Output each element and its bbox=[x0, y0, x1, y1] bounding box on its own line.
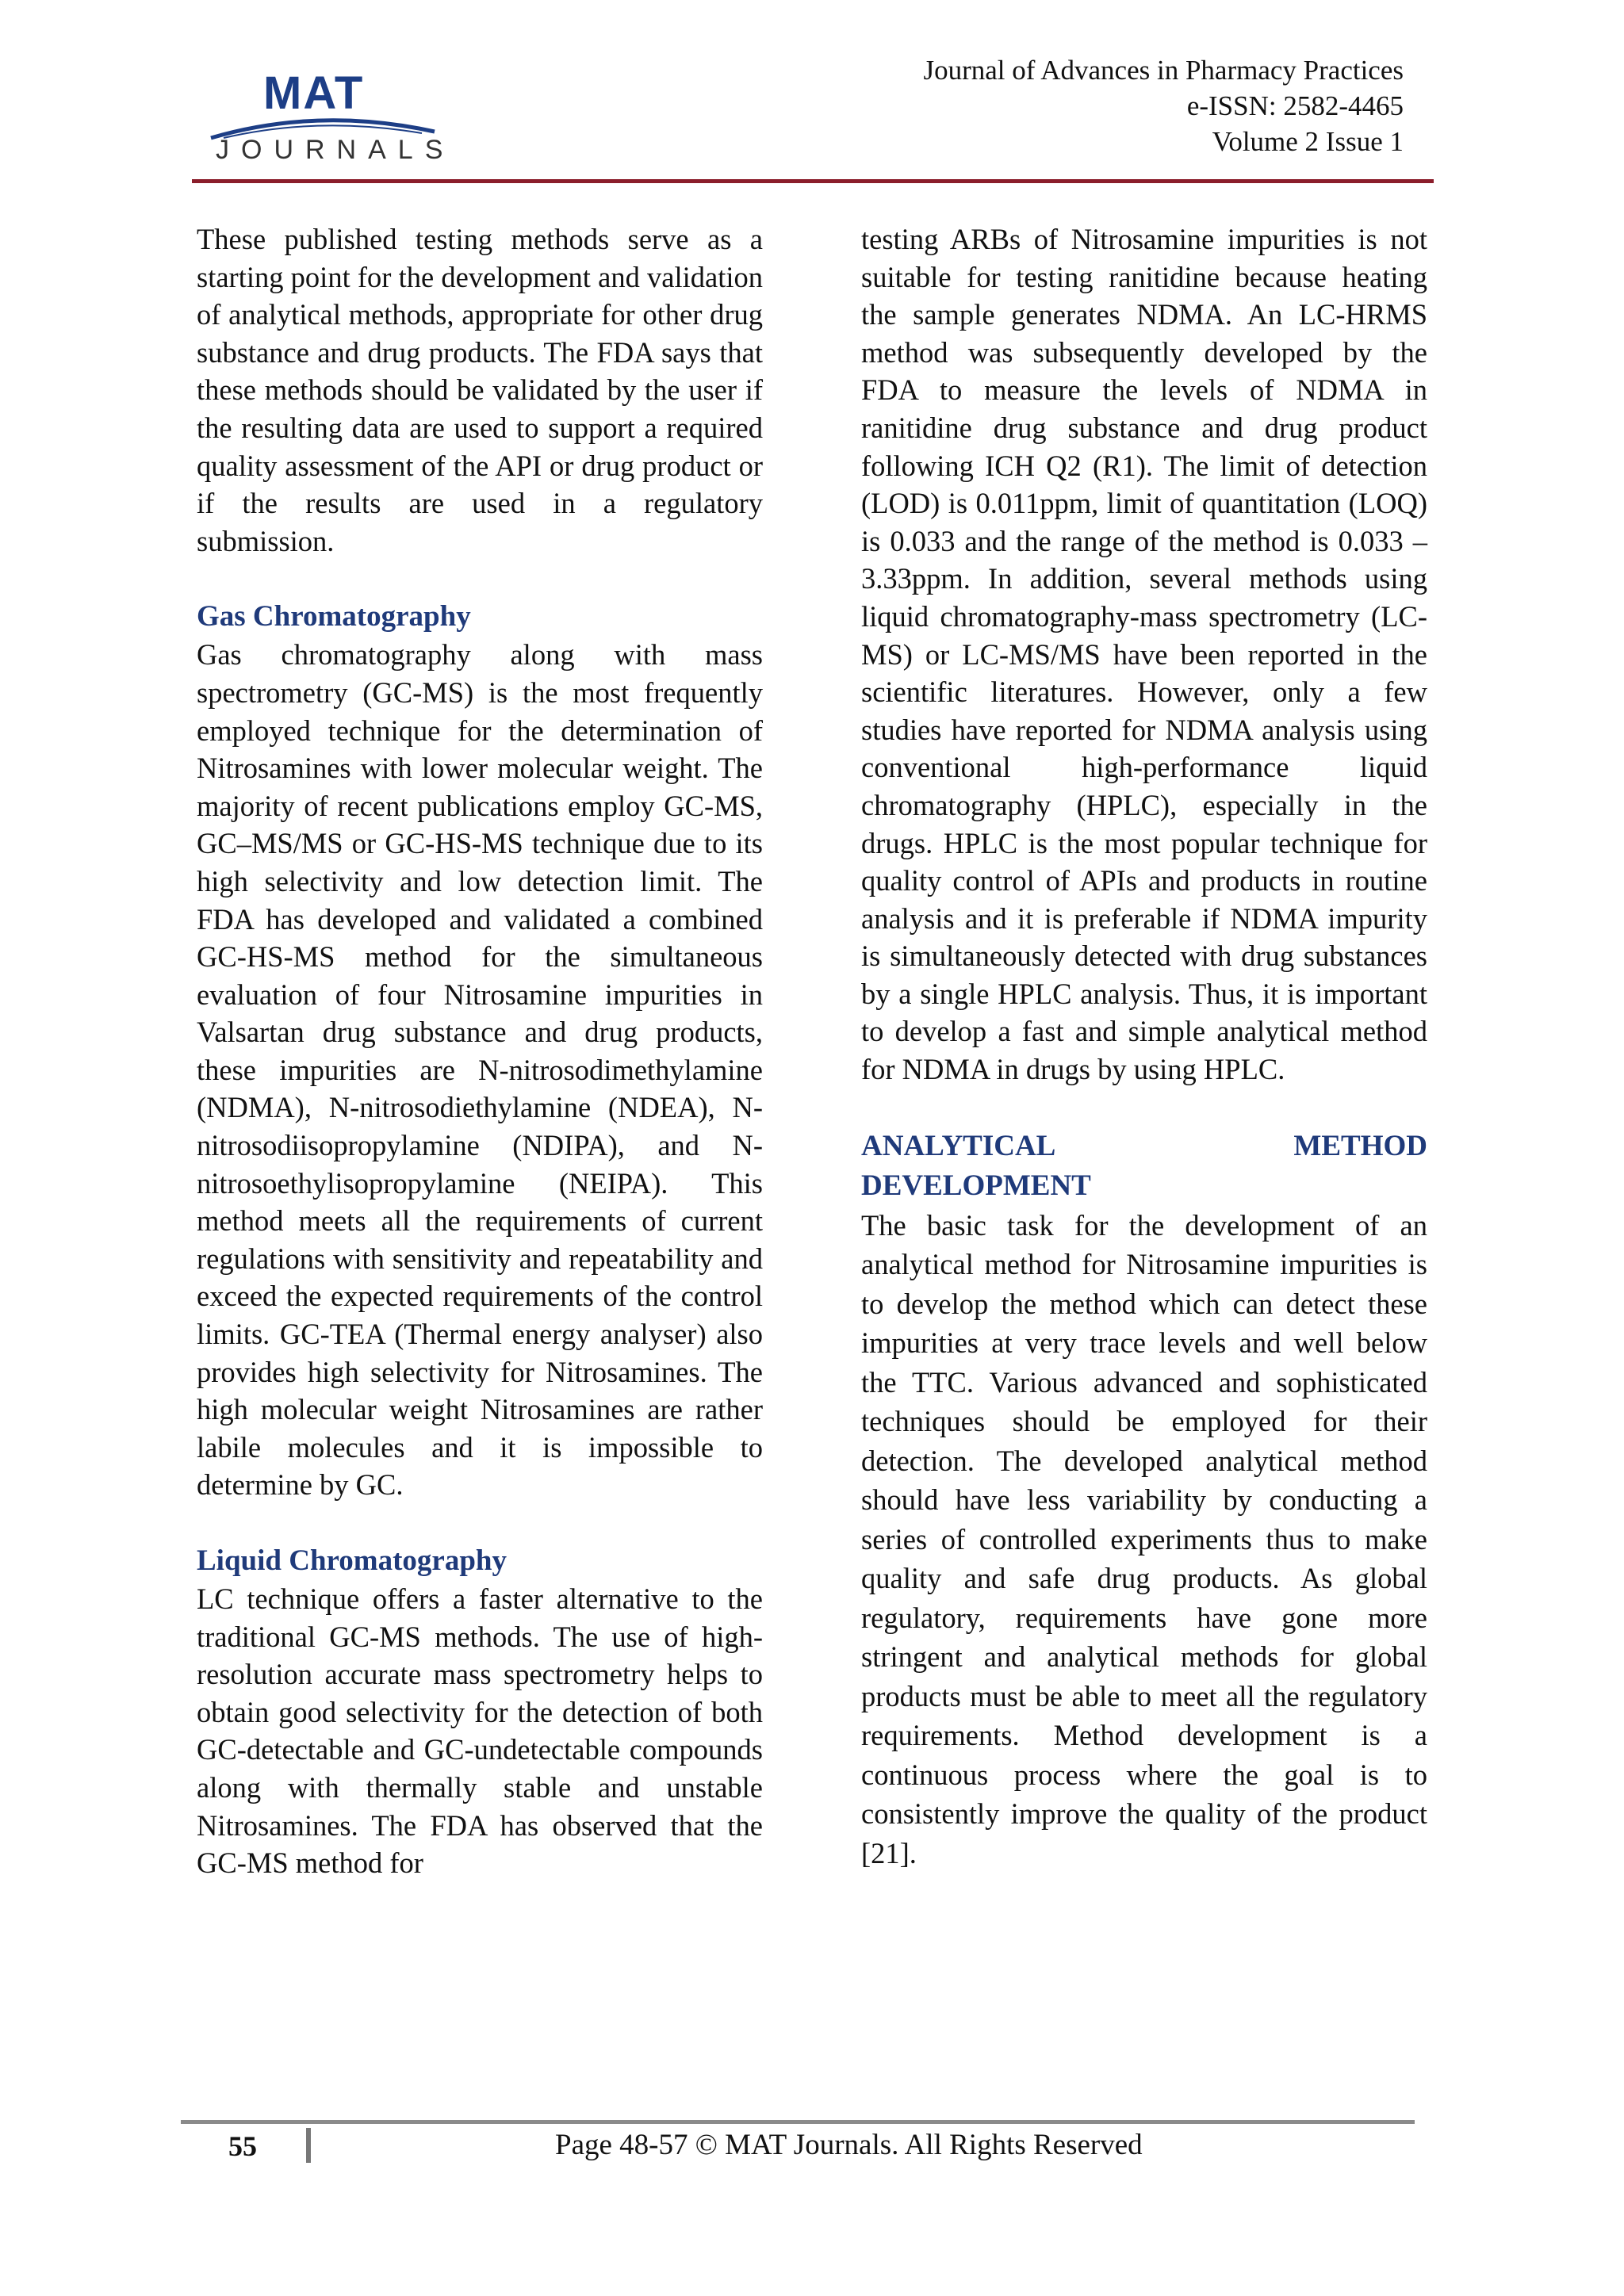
heading-analytical-method-development: ANALYTICAL METHOD DEVELOPMENT bbox=[861, 1129, 1427, 1202]
footer-copyright: Page 48-57 © MAT Journals. All Rights Reserved bbox=[555, 2129, 1143, 2161]
journal-title: Journal of Advances in Pharmacy Practices bbox=[923, 55, 1404, 86]
left-column bbox=[197, 220, 763, 1882]
paragraph: LC technique offers a faster alternative to the traditional GC-MS methods. The use of high-resolution accurate mass spectrometry helps to obtain good selectivity for the detection of both GC-detectable and GC-undetectable compounds along with thermally stable and unstable Nitrosamines. The FDA has observed that the GC-MS method for bbox=[197, 1582, 763, 1880]
logo-journals-text: JOURNALS bbox=[216, 135, 455, 165]
paragraph: Gas chromatography along with mass spectrometry (GC-MS) is the most frequently employed technique for the determination of Nitrosamines with lower molecular weight. The majority of recent publications employ GC-MS, GC–MS/MS or GC-HS-MS technique due to its high selectivity and low detection limit. The FDA has developed and validated a combined GC-HS-MS method for the simultaneous evaluation of four Nitrosamine impurities in Valsartan drug substance and drug products, these impurities are N-nitrosodimethylamine (NDMA), N-nitrosodiethylamine (NDEA), N-nitrosodiisopropylamine (NDIPA), and N-nitrosoethylisopropylamine (NEIPA). This method meets all the requirements of current regulations with sensitivity and repeatability and exceed the expected requirements of the control limits. GC-TEA (Thermal energy analyser) also provides high selectivity for Nitrosamines. The high molecular weight Nitrosamines are rather labile molecules and it is impossible to determine by GC. bbox=[197, 638, 763, 1502]
journal-volume: Volume 2 Issue 1 bbox=[1212, 126, 1404, 157]
header-rule bbox=[192, 179, 1434, 183]
logo-mat-text: MAT bbox=[263, 67, 365, 119]
journal-logo bbox=[208, 67, 455, 165]
paragraph: The basic task for the development of an analytical method for Nitrosamine impurities is to develop the method which can detect these impurities at very trace levels and well below the TTC. Various advanced and sophisticated techniques should be employed for their detection. The developed analytical method should have less variability by conducting a series of controlled experiments thus to make quality and safe drug products. As global regulatory, requirements have gone more stringent and analytical methods for global products must be able to meet all the regulatory requirements. Method development is a continuous process where the goal is to consistently improve the quality of the product [21]. bbox=[861, 1208, 1427, 1869]
journal-info bbox=[923, 52, 1404, 159]
footer-rule bbox=[181, 2120, 1415, 2124]
heading-gas-chromatography: Gas Chromatography bbox=[197, 600, 471, 633]
page-number: 55 bbox=[228, 2130, 257, 2162]
footer-divider bbox=[306, 2128, 311, 2163]
heading-liquid-chromatography: Liquid Chromatography bbox=[197, 1544, 507, 1577]
journal-issn: e-ISSN: 2582-4465 bbox=[1186, 90, 1404, 121]
right-column bbox=[861, 220, 1427, 1873]
paragraph: testing ARBs of Nitrosamine impurities is not suitable for testing ranitidine because heating the sample generates NDMA. An LC-HRMS method was subsequently developed by the FDA to measure the levels of NDMA in ranitidine drug substance and drug product following ICH Q2 (R1). The limit of detection (LOD) is 0.011ppm, limit of quantitation (LOQ) is 0.033 and the range of the method is 0.033 – 3.33ppm. In addition, several methods using liquid chromatography-mass spectrometry (LC-MS) or LC-MS/MS have been reported in the scientific literatures. However, only a few studies have reported for NDMA analysis using conventional high-performance liquid chromatography (HPLC), especially in the drugs. HPLC is the most popular technique for quality control of APIs and products in routine analysis and it is preferable if NDMA impurity is simultaneously detected with drug substances by a single HPLC analysis. Thus, it is important to develop a fast and simple analytical method for NDMA in drugs by using HPLC. bbox=[861, 223, 1427, 1086]
paragraph: These published testing methods serve as a starting point for the development and validation of analytical methods, appropriate for other drug substance and drug products. The FDA says that these methods should be validated by the user if the resulting data are used to support a required quality assessment of the API or drug product or if the results are used in a regulatory submission. bbox=[197, 223, 763, 557]
